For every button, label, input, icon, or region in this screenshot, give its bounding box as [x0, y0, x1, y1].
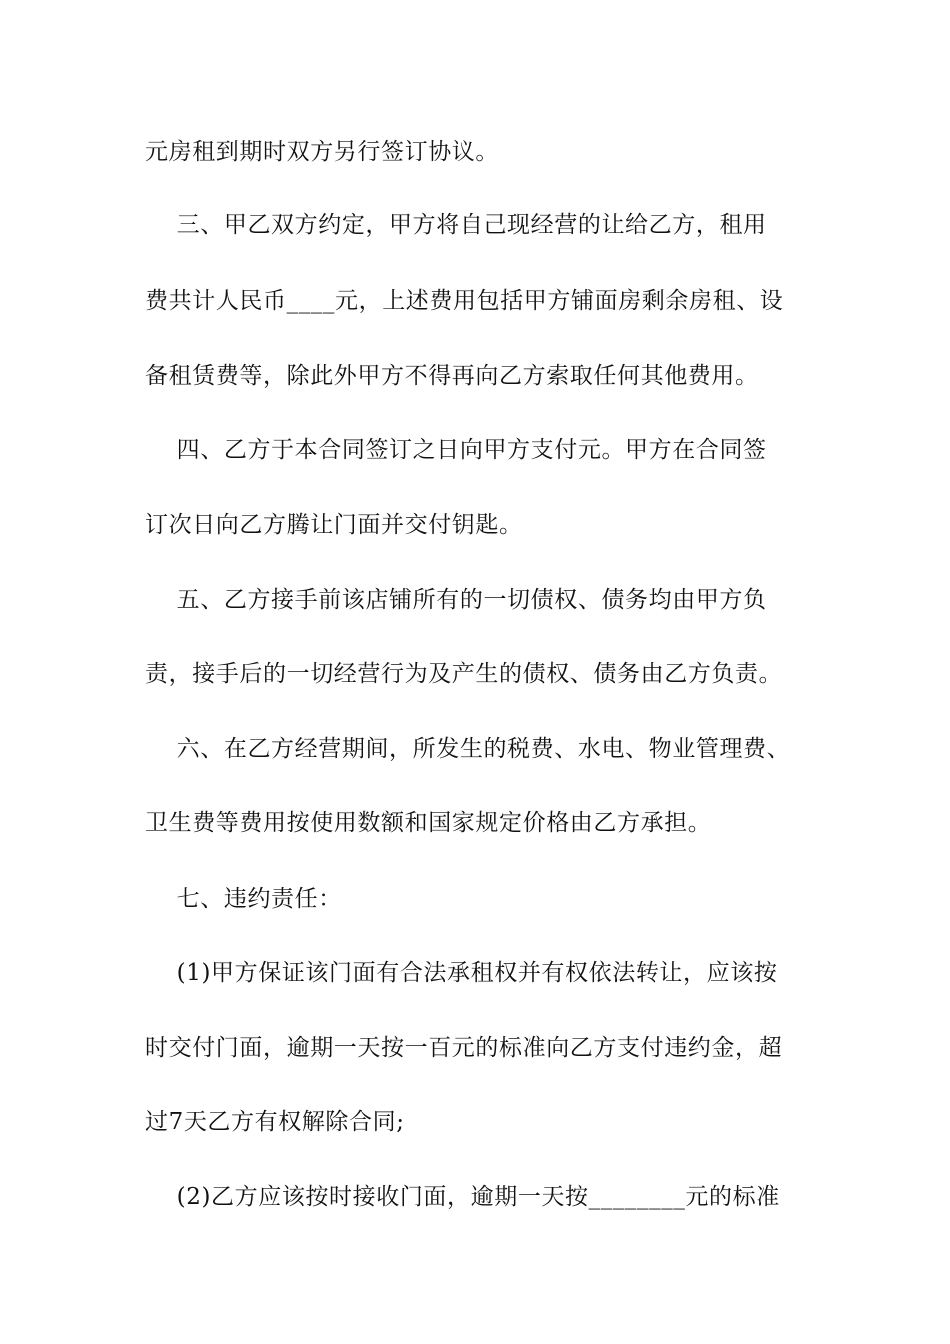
text-line: 责，接手后的一切经营行为及产生的债权、债务由乙方负责。	[145, 661, 783, 687]
text-line: 元房租到期时双方另行签订协议。	[145, 139, 499, 165]
text-line: 备租赁费等，除此外甲方不得再向乙方索取任何其他费用。	[145, 363, 759, 389]
text-line: 三、甲乙双方约定，甲方将自己现经营的让给乙方，租用	[145, 212, 767, 238]
text-line: 五、乙方接手前该店铺所有的一切债权、债务均由甲方负	[145, 587, 767, 613]
text-line: 订次日向乙方腾让门面并交付钥匙。	[145, 512, 523, 538]
text-line: (2)乙方应该按时接收门面，逾期一天按________元的标准	[145, 1184, 780, 1210]
text-line: 卫生费等费用按使用数额和国家规定价格由乙方承担。	[145, 810, 712, 836]
text-line: 时交付门面，逾期一天按一百元的标准向乙方支付违约金，超	[145, 1035, 783, 1061]
text-line: 费共计人民币____元，上述费用包括甲方铺面房剩余房租、设	[145, 288, 784, 314]
text-line: 六、在乙方经营期间，所发生的税费、水电、物业管理费、	[145, 736, 791, 762]
text-line: (1)甲方保证该门面有合法承租权并有权依法转让，应该按	[145, 960, 778, 986]
text-line: 过7天乙方有权解除合同;	[145, 1109, 405, 1135]
text-line: 七、违约责任：	[145, 886, 342, 912]
text-line: 四、乙方于本合同签订之日向甲方支付元。甲方在合同签	[145, 437, 767, 463]
